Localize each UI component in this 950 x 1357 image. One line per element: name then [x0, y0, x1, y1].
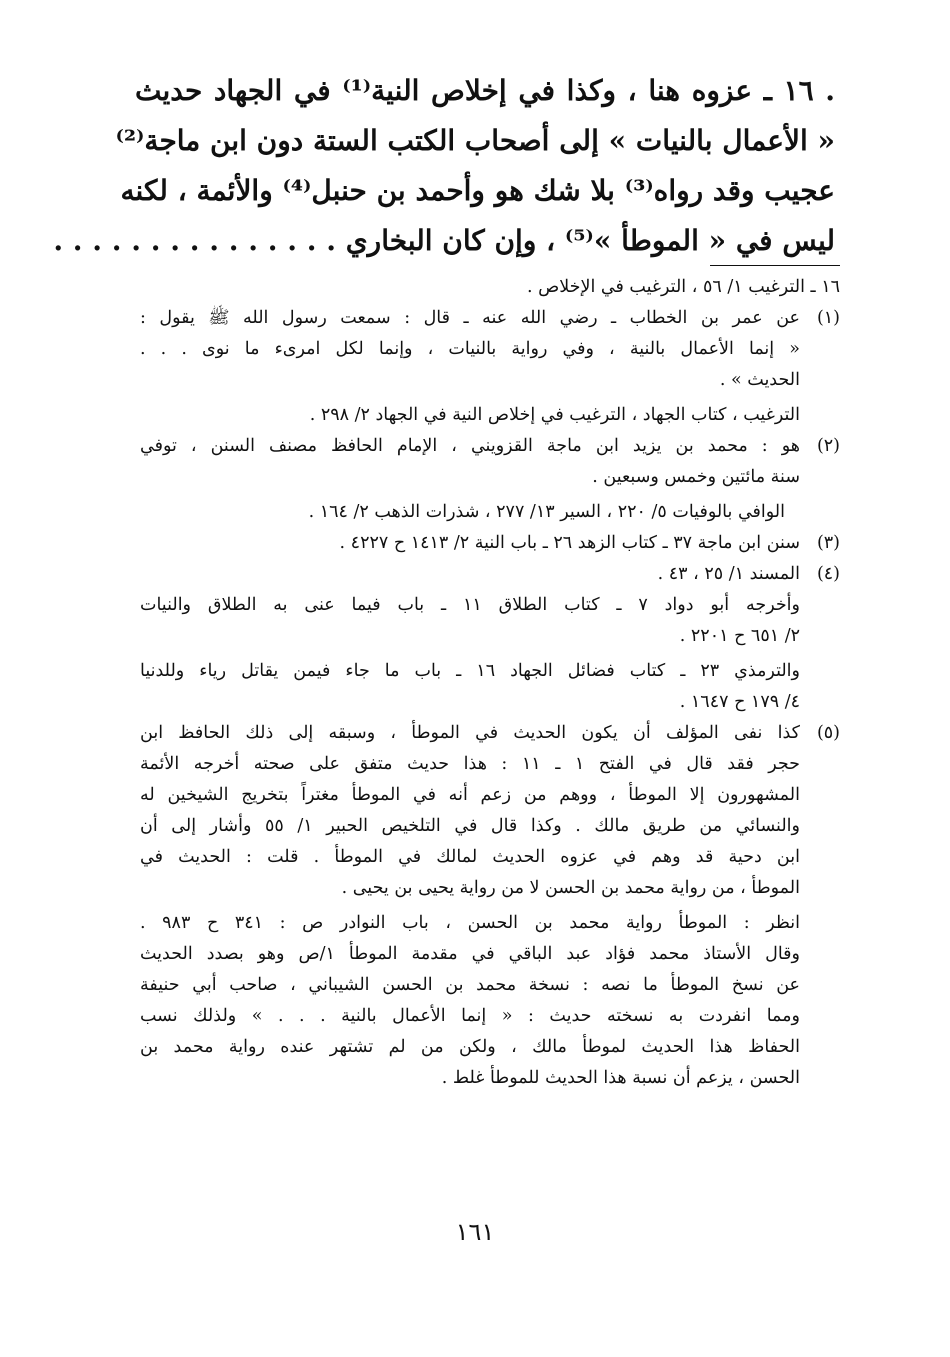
footnote-1-reference: الترغيب ، كتاب الجهاد ، الترغيب في إخلاص النية في الجهاد ٢/ ٢٩٨ . — [309, 405, 800, 425]
footnote-3-line: (٣)سنن ابن ماجة ٣٧ ـ كتاب الزهد ٢٦ ـ باب النية ٢/ ١٤١٣ ح ٤٢٢٧ . — [140, 528, 840, 559]
footnote-5-line: المشهورون إلا الموطأ ، ووهم من زعم أنه في الموطأ مغتراً بتخريج الشيخين له — [140, 785, 800, 805]
footnote-5-line: والنسائي من طريق مالك . وكذا قال في التلخيص الحبير ١/ ٥٥ وأشار إلى أن — [140, 816, 800, 836]
main-text — [53, 66, 835, 266]
footnote-1-line: الحديث » . — [719, 370, 800, 390]
footnote-4-abu-dawud: ٢/ ٦٥١ ح ٢٢٠١ . — [679, 626, 800, 646]
footnotes — [140, 272, 840, 1094]
footnote-5-extra: عن نسخ الموطأ ما نصه : نسخة محمد بن الحسن الشيباني ، صاحب أبي حنيفة — [140, 975, 800, 995]
footnote-2-line: (٢)هو : محمد بن يزيد ابن ماجة القزويني ، الإمام الحافظ مصنف السنن ، توفي — [140, 431, 840, 462]
footnote-5-extra: الحفاظ هذا الحديث لموطأ مالك ، ولكن من لم تشتهر عنده رواية محمد بن — [140, 1037, 800, 1057]
footnote-1-line: (١)عن عمر بن الخطاب ـ رضي الله عنه ـ قال : سمعت رسول الله ﷺ يقول : — [140, 303, 840, 334]
footnote-5-line: الموطأ ، من رواية محمد بن الحسن لا من رواية يحيى بن يحيى . — [341, 878, 800, 898]
footnote-separator — [710, 265, 840, 266]
footnote-5-extra: ومما انفردت به نسخته حديث : « إنما الأعمال بالنية . . . » ولذلك نسب — [140, 1006, 800, 1026]
footnote-5-number: (٥) — [816, 723, 840, 743]
footnote-5-line: (٥)كذا نفى المؤلف أن يكون الحديث في الموطأ ، وسبقه إلى ذلك الحافظ ابن — [140, 718, 840, 749]
footnote-4-tirmidhi: ٤/ ١٧٩ ح ١٦٤٧ . — [679, 692, 800, 712]
footnote-4-tirmidhi: والترمذي ٢٣ ـ كتاب فضائل الجهاد ١٦ ـ باب ما جاء فيمن يقاتل رياء وللدنيا — [140, 661, 800, 681]
footnote-4-number: (٤) — [816, 564, 840, 584]
main-line: . ١٦ ـ عزوه هنا ، وكذا في إخلاص النية⁽¹⁾ في الجهاد حديث — [135, 74, 835, 107]
footnote-1-number: (١) — [816, 308, 840, 328]
footnote-5-extra: الحسن ، يزعم أن نسبة هذا الحديث للموطأ غلط . — [441, 1068, 800, 1088]
footnote-4-line: (٤)المسند ١/ ٢٥ ، ٤٣ . — [140, 559, 840, 590]
footnote-5-line: حجر فقد قال في الفتح ١ ـ ١١ : هذا حديث متفق على صحته أخرجه الأئمة — [140, 754, 800, 774]
footnote-1-line: « إنما الأعمال بالنية ، وفي رواية بالنيات ، وإنما لكل امرىء ما نوى . . . — [140, 339, 800, 359]
footnote-2-number: (٢) — [816, 436, 840, 456]
footnote-4-abu-dawud: وأخرجه أبو دواد ٧ ـ كتاب الطلاق ١١ ـ باب فيما عنى به الطلاق والنيات — [140, 595, 800, 615]
footnote-5-line: ابن دحية قد وهم في عزوه الحديث لمالك في الموطأ . قلت : الحديث في — [140, 847, 800, 867]
main-line: ليس في « الموطأ »⁽⁵⁾ ، وإن كان البخاري . . . . . . . . . . . . . . . — [53, 224, 835, 257]
footnote-5-extra: وقال الأستاذ محمد فؤاد عبد الباقي في مقدمة الموطأ ١/ص وهو بصدد الحديث — [140, 944, 800, 964]
footnote-3-number: (٣) — [816, 533, 840, 553]
footnote-2-line: سنة مائتين وخمس وسبعين . — [592, 467, 800, 487]
footnote-intro: ١٦ ـ الترغيب ١/ ٥٦ ، الترغيب في الإخلاص . — [526, 277, 840, 297]
page-number: ١٦١ — [455, 1218, 495, 1246]
main-line: « الأعمال بالنيات » إلى أصحاب الكتب الستة دون ابن ماجة⁽²⁾ — [115, 124, 835, 157]
footnote-2-reference: الوافي بالوفيات ٥/ ٢٢٠ ، السير ١٣/ ٢٧٧ ، شذرات الذهب ٢/ ١٦٤ . — [308, 502, 785, 522]
footnote-5-extra: انظر : الموطأ رواية محمد بن الحسن ، باب النوادر ص : ٣٤١ ح ٩٨٣ . — [140, 913, 800, 933]
main-line: عجيب وقد رواه⁽³⁾ بلا شك هو وأحمد بن حنبل⁽⁴⁾ والأئمة ، لكنه — [120, 174, 835, 207]
